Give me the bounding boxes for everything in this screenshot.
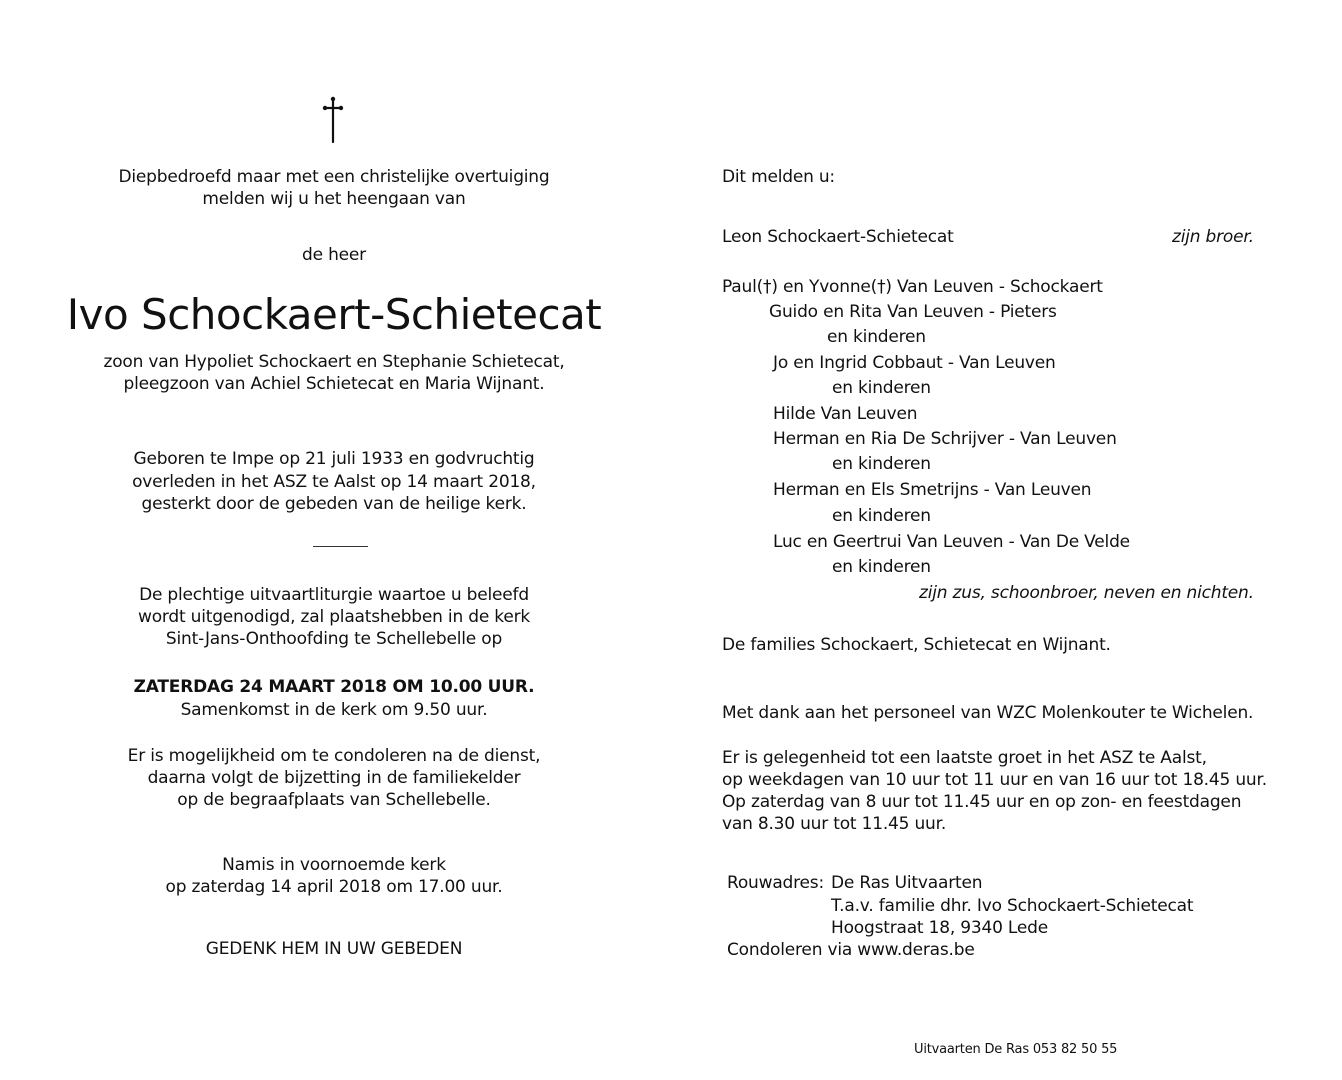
family-role: zijn zus, schoonbroer, neven en nichten. xyxy=(919,583,1254,603)
announcers-heading: Dit melden u: xyxy=(722,167,835,187)
condole-line-1: Er is mogelijkheid om te condoleren na de dienst, xyxy=(127,746,541,766)
gathering-time: Samenkomst in de kerk om 9.50 uur. xyxy=(180,700,488,720)
cross-icon xyxy=(322,96,344,144)
service-line-2: wordt uitgenodigd, zal plaatshebben in de kerk xyxy=(137,607,531,627)
address-line-1: De Ras Uitvaarten xyxy=(831,873,983,893)
thanks-line: Met dank aan het personeel van WZC Molenkouter te Wichelen. xyxy=(722,703,1254,723)
family-line: Paul(†) en Yvonne(†) Van Leuven - Schockaert xyxy=(722,277,1103,297)
service-line-1: De plechtige uitvaartliturgie waartoe u beleefd xyxy=(139,585,529,605)
brother-role: zijn broer. xyxy=(1172,227,1254,247)
brother-name: Leon Schockaert-Schietecat xyxy=(722,227,954,247)
parents-line-1: zoon van Hypoliet Schockaert en Stephanie Schietecat, xyxy=(103,352,565,372)
closing-line: GEDENK HEM IN UW GEBEDEN xyxy=(205,939,463,959)
family-line: Herman en Ria De Schrijver - Van Leuven xyxy=(773,429,1117,449)
namis-line-2: op zaterdag 14 april 2018 om 17.00 uur. xyxy=(165,877,503,897)
family-line: en kinderen xyxy=(832,557,931,577)
born-line-2: overleden in het ASZ te Aalst op 14 maart 2018, xyxy=(132,472,536,492)
condole-line-3: op de begraafplaats van Schellebelle. xyxy=(177,790,491,810)
family-line: Jo en Ingrid Cobbaut - Van Leuven xyxy=(773,353,1056,373)
address-line-2: T.a.v. familie dhr. Ivo Schockaert-Schietecat xyxy=(831,896,1194,916)
condole-online: Condoleren via www.deras.be xyxy=(727,940,975,960)
born-line-3: gesterkt door de gebeden van de heilige kerk. xyxy=(141,494,527,514)
family-line: Herman en Els Smetrijns - Van Leuven xyxy=(773,480,1092,500)
family-line: Hilde Van Leuven xyxy=(773,404,918,424)
namis-line-1: Namis in voornoemde kerk xyxy=(222,855,446,875)
intro-line-2: melden wij u het heengaan van xyxy=(202,189,466,209)
family-line: en kinderen xyxy=(827,327,926,347)
address-line-3: Hoogstraat 18, 9340 Lede xyxy=(831,918,1048,938)
born-line-1: Geboren te Impe op 21 juli 1933 en godvruchtig xyxy=(133,449,535,469)
address-label: Rouwadres: xyxy=(727,873,824,893)
family-line: en kinderen xyxy=(832,378,931,398)
family-line: en kinderen xyxy=(832,454,931,474)
deceased-name: Ivo Schockaert-Schietecat xyxy=(66,290,602,339)
visit-line-4: van 8.30 uur tot 11.45 uur. xyxy=(722,814,947,834)
family-line: Luc en Geertrui Van Leuven - Van De Velde xyxy=(773,532,1130,552)
funeral-date: ZATERDAG 24 MAART 2018 OM 10.00 UUR. xyxy=(133,677,535,697)
visit-line-3: Op zaterdag van 8 uur tot 11.45 uur en op zon- en feestdagen xyxy=(722,792,1242,812)
visit-line-2: op weekdagen van 10 uur tot 11 uur en van 16 uur tot 18.45 uur. xyxy=(722,770,1267,790)
printer-footer: Uitvaarten De Ras 053 82 50 55 xyxy=(914,1042,1118,1057)
condole-line-2: daarna volgt de bijzetting in de familiekelder xyxy=(147,768,521,788)
family-line: en kinderen xyxy=(832,506,931,526)
intro-line-1: Diepbedroefd maar met een christelijke overtuiging xyxy=(118,167,550,187)
honorific: de heer xyxy=(302,245,366,265)
divider xyxy=(313,546,368,547)
visit-line-1: Er is gelegenheid tot een laatste groet in het ASZ te Aalst, xyxy=(722,748,1207,768)
family-line: Guido en Rita Van Leuven - Pieters xyxy=(769,302,1057,322)
service-line-3: Sint-Jans-Onthoofding te Schellebelle op xyxy=(165,629,503,649)
parents-line-2: pleegzoon van Achiel Schietecat en Maria Wijnant. xyxy=(123,374,545,394)
families-line: De families Schockaert, Schietecat en Wijnant. xyxy=(722,635,1111,655)
